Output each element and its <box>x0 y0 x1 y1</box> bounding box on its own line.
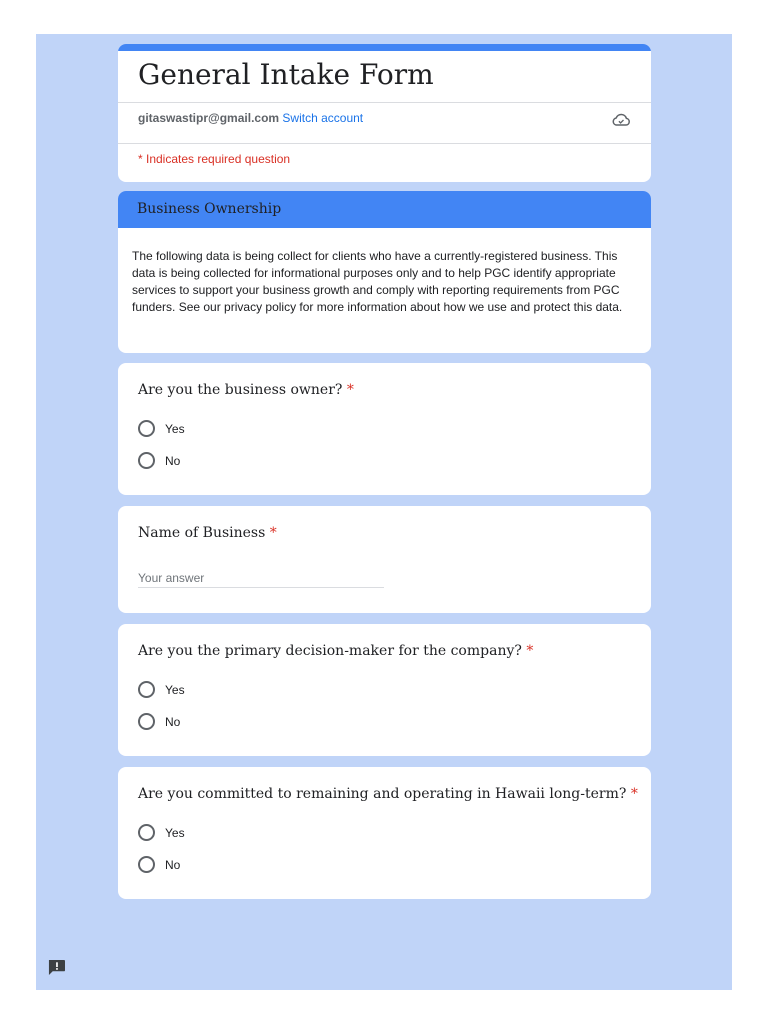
section-title: Business Ownership <box>137 201 282 217</box>
radio-button[interactable] <box>138 420 155 437</box>
question-title: Name of Business * <box>138 525 277 541</box>
radio-button[interactable] <box>138 681 155 698</box>
question-card-decision-maker <box>118 624 651 756</box>
section-description: The following data is being collect for clients who have a currently-registered business. This data is being collected for informational purposes only and to help PGC identify appropriate services to support your business growth and comply with reporting requirements from PGC funders. See our privacy policy for more information about how we use and protect this data. <box>132 249 623 314</box>
divider <box>118 143 651 144</box>
option-label: No <box>165 857 181 872</box>
business-name-input[interactable] <box>138 568 384 588</box>
account-email: gitaswastipr@gmail.com <box>138 111 280 125</box>
question-card-business-owner <box>118 363 651 495</box>
section-card <box>118 191 651 353</box>
cloud-saved-icon <box>611 112 631 128</box>
required-star: * <box>630 786 638 802</box>
option-no[interactable] <box>138 452 180 469</box>
option-label: Yes <box>165 421 185 436</box>
account-row <box>138 111 363 125</box>
question-card-hawaii-commitment <box>118 767 651 899</box>
question-card-business-name <box>118 506 651 613</box>
option-yes[interactable] <box>138 681 185 698</box>
required-star: * <box>346 382 354 398</box>
option-label: No <box>165 714 181 729</box>
question-title: Are you the primary decision-maker for the company? * <box>138 643 534 659</box>
form-header-card <box>118 44 651 182</box>
option-label: No <box>165 453 181 468</box>
option-yes[interactable] <box>138 420 185 437</box>
question-title: Are you committed to remaining and operating in Hawaii long-term? * <box>138 786 638 802</box>
radio-button[interactable] <box>138 856 155 873</box>
option-yes[interactable] <box>138 824 185 841</box>
required-star: * <box>526 643 534 659</box>
option-label: Yes <box>165 825 185 840</box>
radio-button[interactable] <box>138 824 155 841</box>
question-title: Are you the business owner? * <box>138 382 354 398</box>
required-note: * Indicates required question <box>138 152 291 166</box>
divider <box>118 102 651 103</box>
feedback-icon[interactable] <box>47 959 66 976</box>
section-header <box>118 191 651 228</box>
radio-button[interactable] <box>138 452 155 469</box>
form-title: General Intake Form <box>138 58 434 91</box>
switch-account-link[interactable]: Switch account <box>282 111 364 125</box>
option-no[interactable] <box>138 713 180 730</box>
required-star: * <box>269 525 277 541</box>
option-label: Yes <box>165 682 185 697</box>
header-accent-bar <box>118 44 651 51</box>
option-no[interactable] <box>138 856 180 873</box>
radio-button[interactable] <box>138 713 155 730</box>
